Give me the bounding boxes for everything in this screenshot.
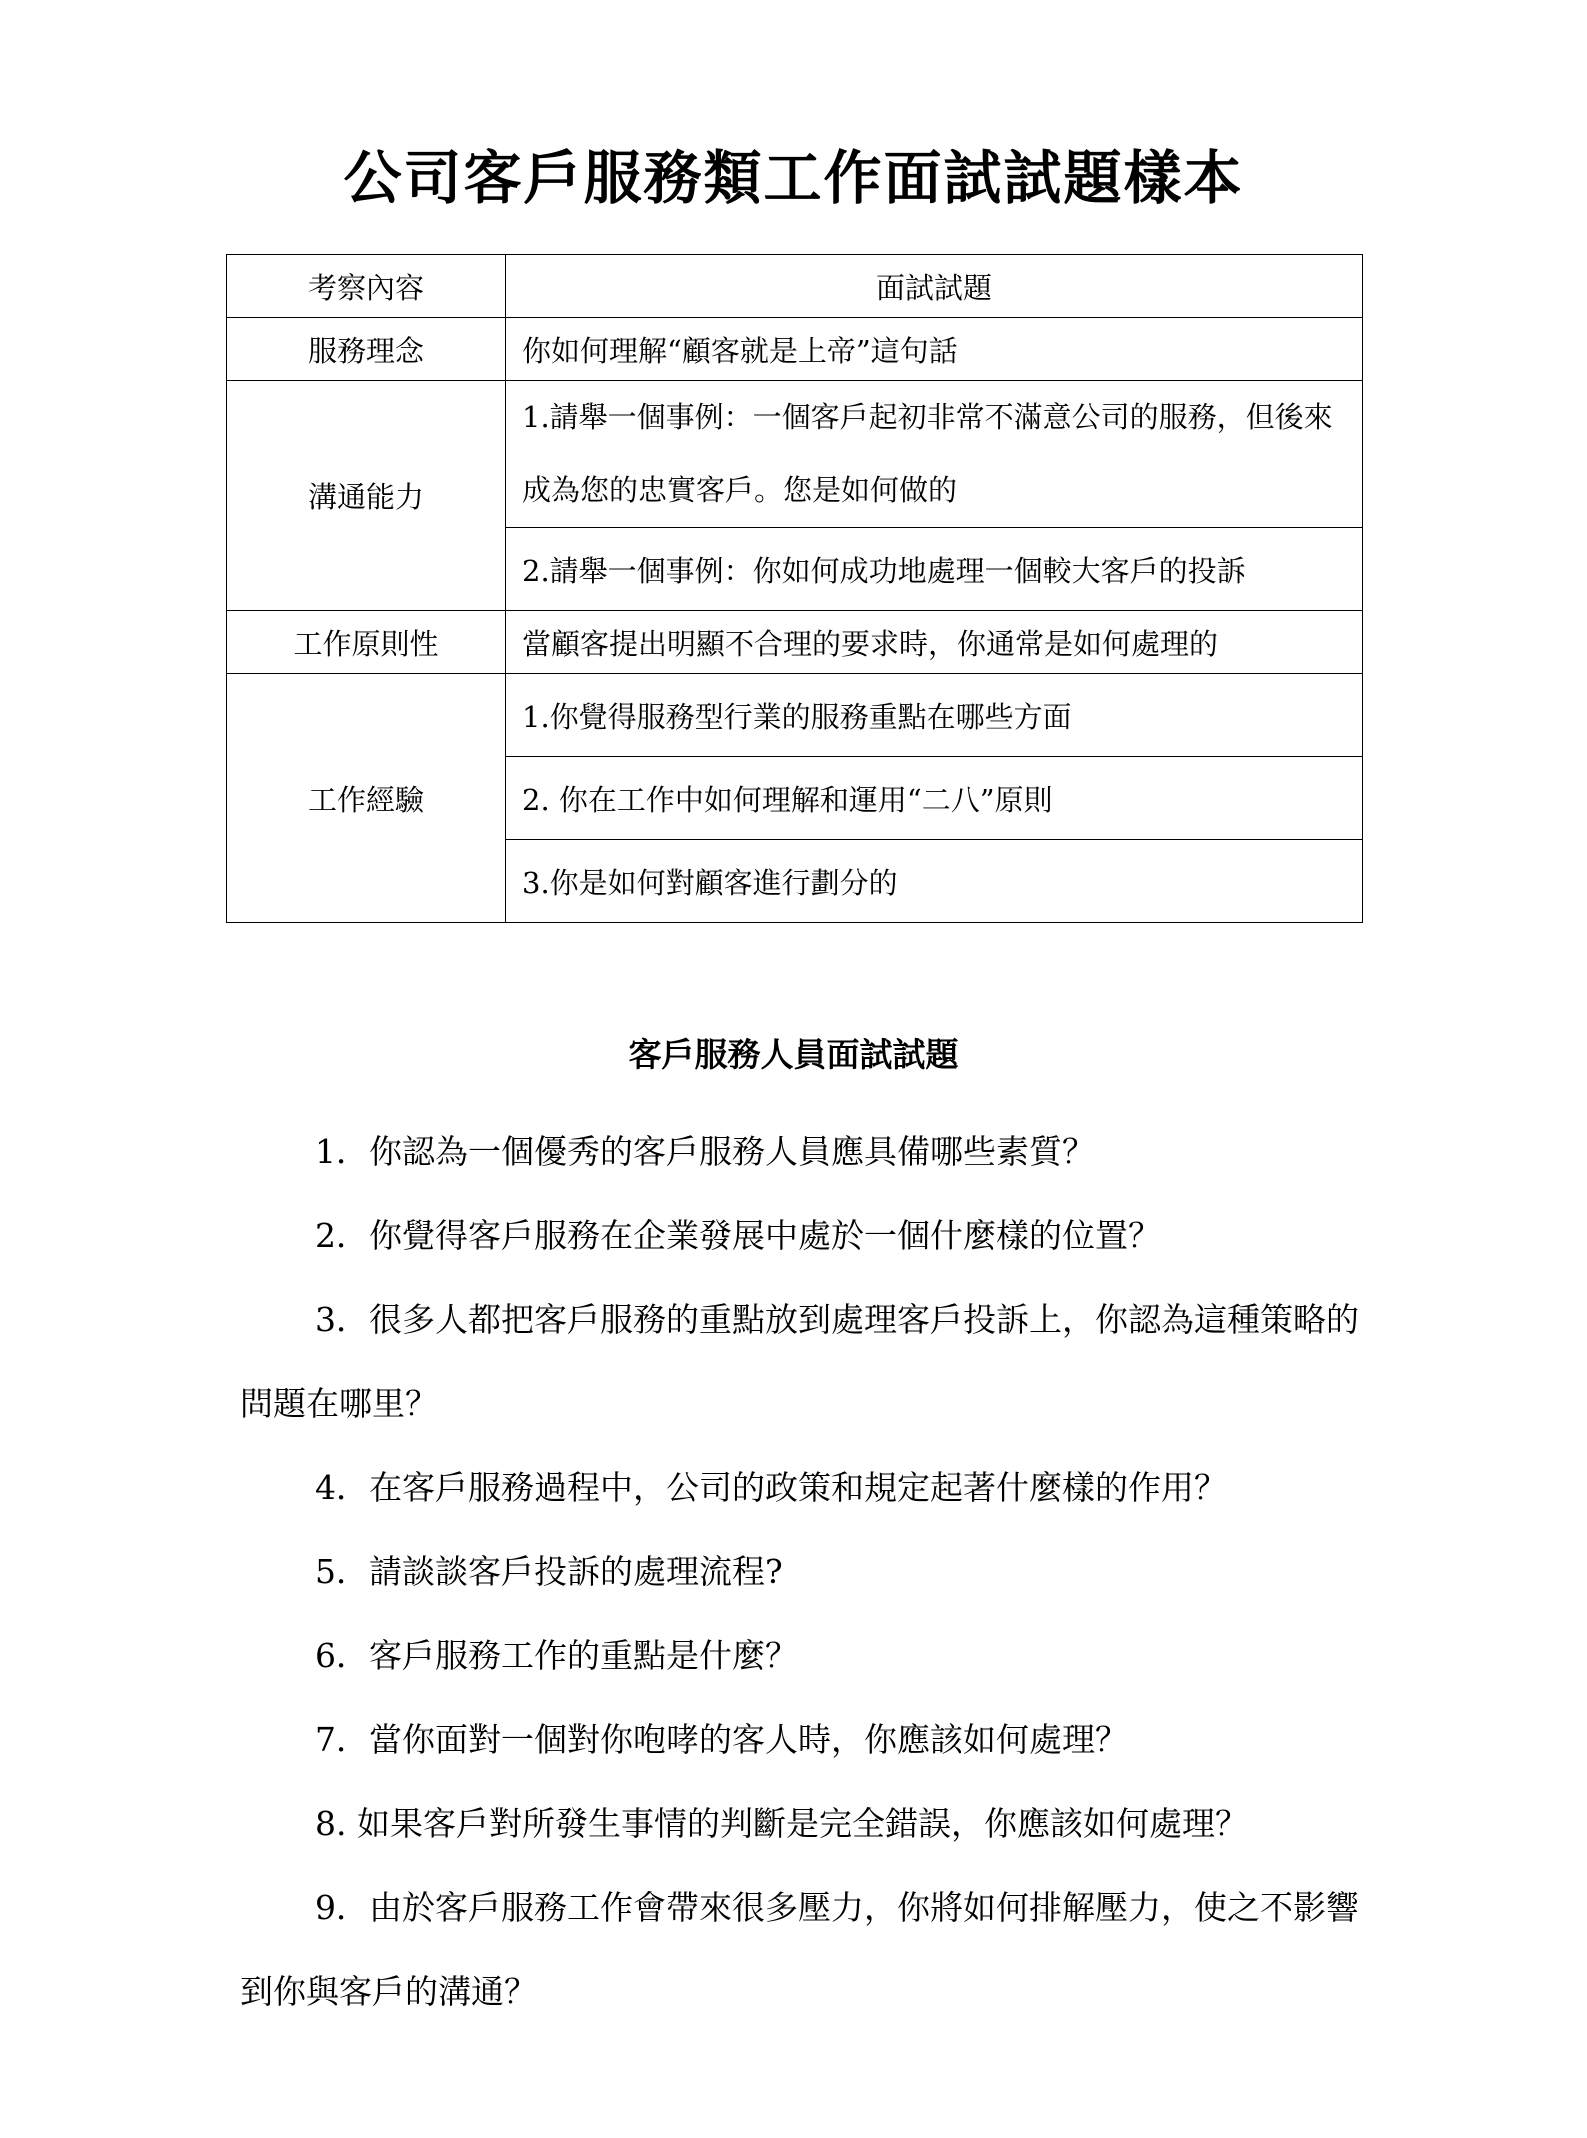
list-item: 7．當你面對一個對你咆哮的客人時，你應該如何處理？ [315,1720,1128,1759]
table-row [227,381,1363,528]
question-cell: 1.你覺得服務型行業的服務重點在哪些方面 [506,674,1363,757]
question-list [240,1110,1360,2034]
question-cell: 2. 你在工作中如何理解和運用“二八”原則 [506,757,1363,840]
category-cell: 工作經驗 [227,674,506,923]
header-category: 考察內容 [227,255,506,318]
list-item: 3．很多人都把客戶服務的重點放到處理客戶投訴上，你認為這種策略的問題在哪里？ [240,1300,1359,1423]
table-row [227,611,1363,674]
category-cell: 服務理念 [227,318,506,381]
section-title: 客戶服務人員面試試題 [628,1035,959,1074]
question-cell: 你如何理解“顧客就是上帝”這句話 [506,318,1363,381]
category-cell: 溝通能力 [227,381,506,611]
category-cell: 工作原則性 [227,611,506,674]
document-title: 公司客戶服務類工作面試試題樣本 [343,144,1244,212]
interview-questions-table [226,254,1363,923]
header-questions: 面試試題 [506,255,1363,318]
list-item: 2．你覺得客戶服務在企業發展中處於一個什麼樣的位置？ [315,1216,1161,1255]
table-header-row [227,255,1363,318]
list-item: 8. 如果客戶對所發生事情的判斷是完全錯誤，你應該如何處理？ [315,1804,1248,1843]
table-row [227,318,1363,381]
question-cell: 當顧客提出明顯不合理的要求時，你通常是如何處理的 [506,611,1363,674]
list-item: 6．客戶服務工作的重點是什麼？ [315,1636,798,1675]
list-item: 4．在客戶服務過程中，公司的政策和規定起著什麼樣的作用？ [315,1468,1227,1507]
table-row [227,674,1363,757]
question-cell: 2.請舉一個事例：你如何成功地處理一個較大客戶的投訴 [506,528,1363,611]
list-item: 1．你認為一個優秀的客戶服務人員應具備哪些素質？ [315,1132,1095,1171]
list-item: 5．請談談客戶投訴的處理流程? [315,1552,783,1591]
list-item: 9．由於客戶服務工作會帶來很多壓力，你將如何排解壓力，使之不影響到你與客戶的溝通？ [240,1888,1359,2011]
question-cell: 1.請舉一個事例：一個客戶起初非常不滿意公司的服務，但後來成為您的忠實客戶。您是如何做的 [506,381,1363,528]
question-cell: 3.你是如何對顧客進行劃分的 [506,840,1363,923]
